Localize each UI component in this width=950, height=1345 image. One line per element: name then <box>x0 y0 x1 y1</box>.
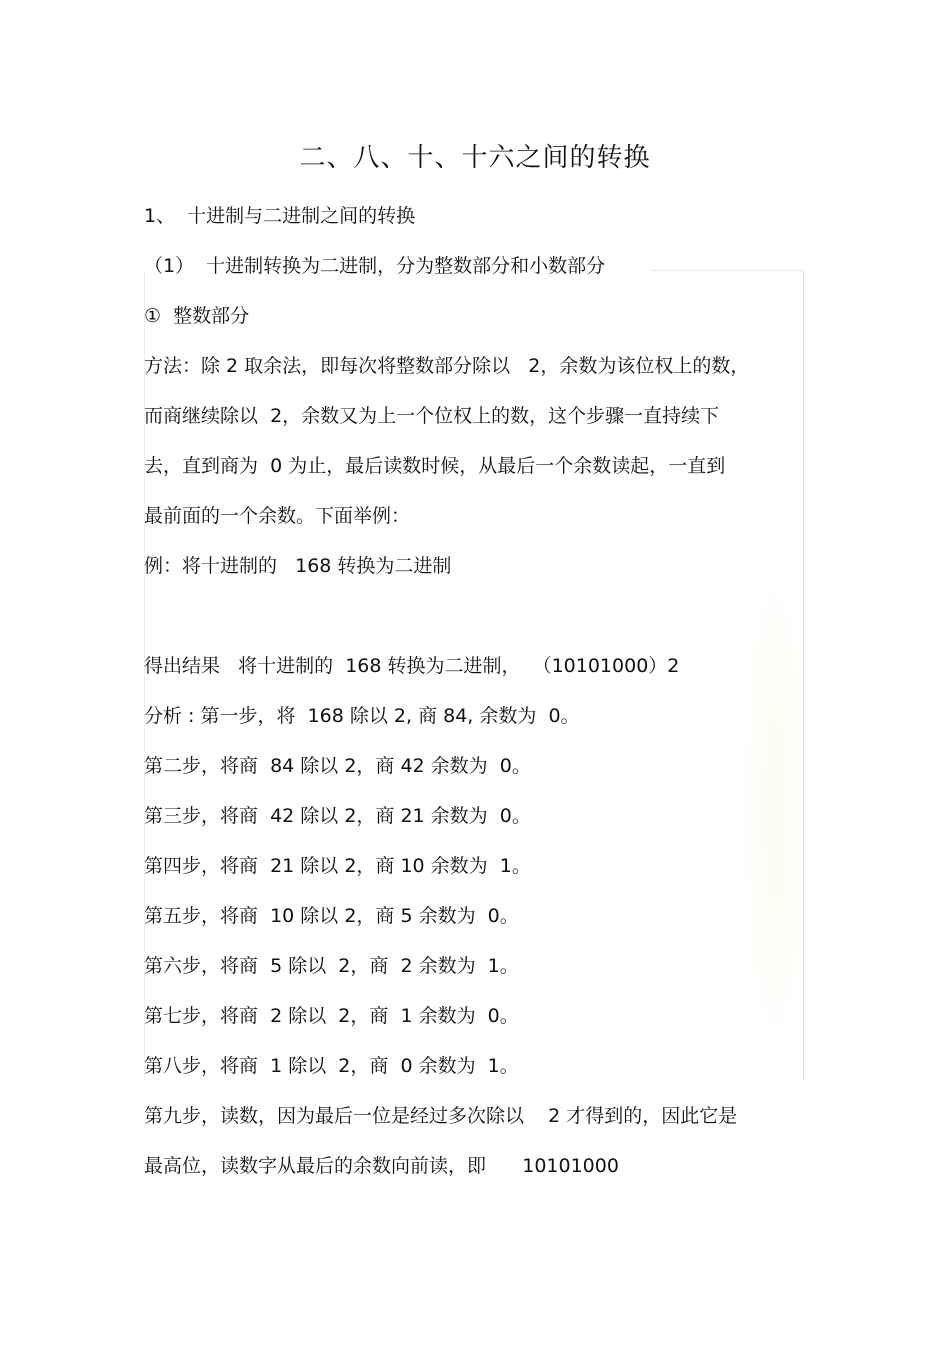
analysis-step-9-line-2: 最高位，读数字从最后的余数向前读，即 10101000 <box>144 1155 619 1177</box>
method-line-1: 方法：除 2 取余法，即每次将整数部分除以 2，余数为该位权上的数， <box>144 355 750 377</box>
document-title: 二、八、十、十六之间的转换 <box>299 143 651 173</box>
frame-top-border <box>650 270 804 271</box>
analysis-step-4: 第四步，将商 21 除以 2，商 10 余数为 1。 <box>144 855 531 877</box>
analysis-step-9-line-1: 第九步，读数，因为最后一位是经过多次除以 2 才得到的，因此它是 <box>144 1105 738 1127</box>
section-heading: 1、 十进制与二进制之间的转换 <box>144 205 416 227</box>
method-line-2: 而商继续除以 2，余数又为上一个位权上的数，这个步骤一直持续下 <box>144 405 720 427</box>
analysis-step-5: 第五步，将商 10 除以 2，商 5 余数为 0。 <box>144 905 519 927</box>
example-line: 例：将十进制的 168 转换为二进制 <box>144 555 452 577</box>
subsection-heading: （1） 十进制转换为二进制，分为整数部分和小数部分 <box>144 255 606 277</box>
faint-watermark <box>740 560 810 1060</box>
analysis-step-8: 第八步，将商 1 除以 2，商 0 余数为 1。 <box>144 1055 519 1077</box>
method-line-3: 去，直到商为 0 为止，最后读数时候，从最后一个余数读起，一直到 <box>144 455 726 477</box>
analysis-step-2: 第二步，将商 84 除以 2，商 42 余数为 0。 <box>144 755 531 777</box>
method-line-4: 最前面的一个余数。下面举例： <box>144 505 411 527</box>
part-heading: ① 整数部分 <box>144 305 250 327</box>
analysis-step-7: 第七步，将商 2 除以 2，商 1 余数为 0。 <box>144 1005 519 1027</box>
analysis-step-6: 第六步，将商 5 除以 2，商 2 余数为 1。 <box>144 955 519 977</box>
analysis-step-3: 第三步，将商 42 除以 2，商 21 余数为 0。 <box>144 805 531 827</box>
result-line: 得出结果 将十进制的 168 转换为二进制， （10101000）2 <box>144 655 680 677</box>
analysis-step-1: 分析 : 第一步，将 168 除以 2, 商 84, 余数为 0。 <box>144 705 580 727</box>
